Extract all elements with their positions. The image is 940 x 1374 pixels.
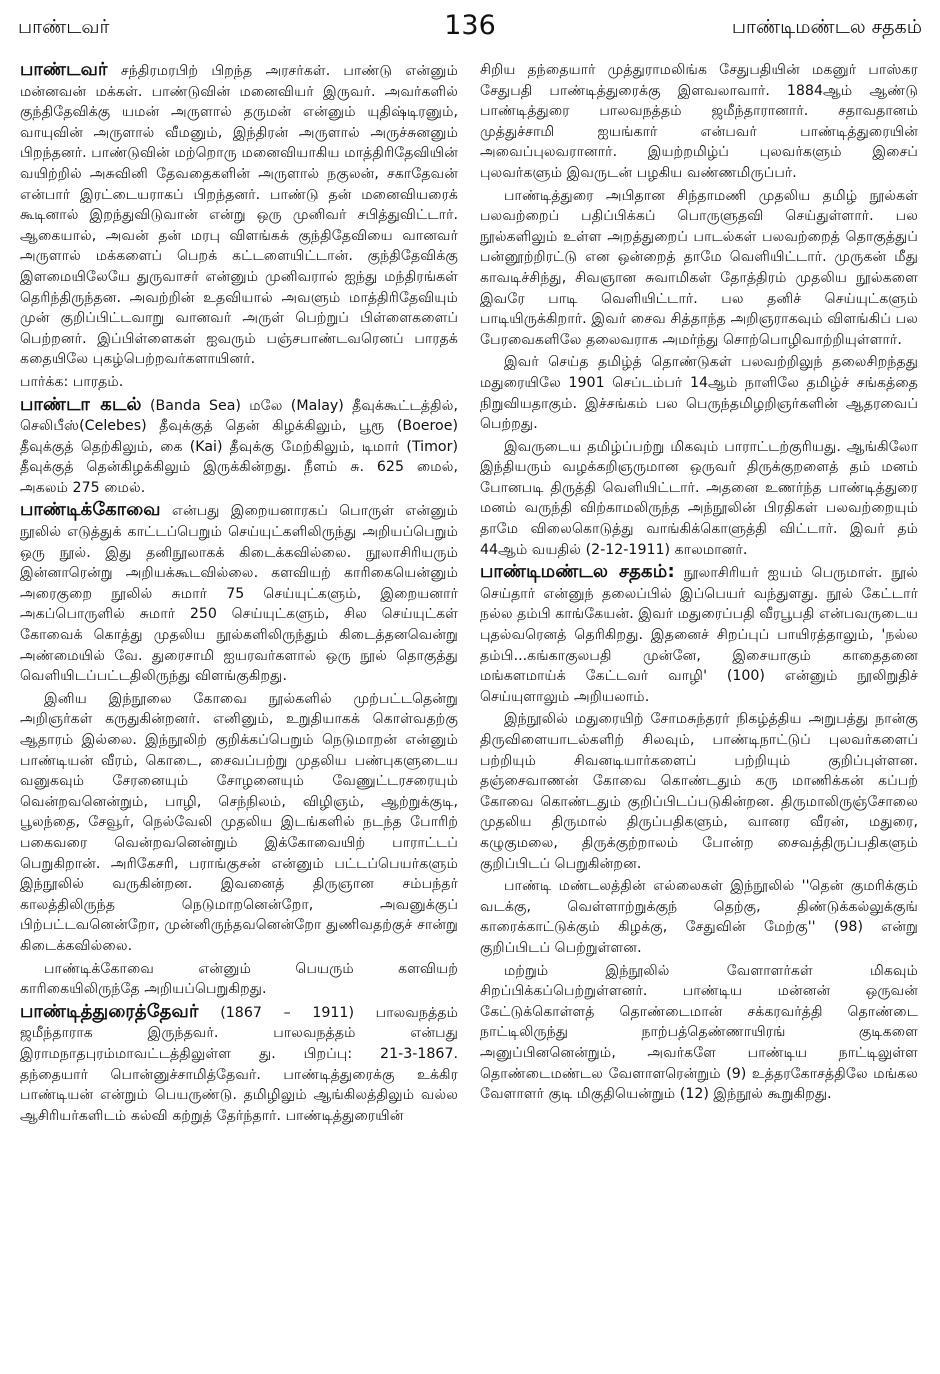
body-paragraph xyxy=(480,961,918,1105)
body-paragraph xyxy=(480,186,918,351)
page-number: 136 xyxy=(444,10,496,41)
body-paragraph xyxy=(480,352,918,434)
body-paragraph xyxy=(20,959,458,1000)
body-paragraph xyxy=(480,876,918,958)
entry-paragraph xyxy=(20,1002,458,1127)
paragraph-text: சிறிய தந்தையார் முத்துராமலிங்க சேதுபதியின் மகனுர் பாஸ்கர சேதுபதி பாண்டித்துரைக்கு இளவலாவார். 1884ஆம் ஆண்டு பாண்டித்துரை பாலவநத்தம் ஜமீந்தாரானார். சதாவதானம் முத்துச்சாமி ஐயங்கார் என்பவர் பாண்டித்துரையின் அவைப்புலவரானார். இயற்றமிழ்ப் புலவர்களும் இசைப் புலவர்களும் இவருடன் பழகிய வண்ணமிருப்பர். xyxy=(480,62,918,181)
entry-headword: பாண்டவர் xyxy=(20,59,108,80)
paragraph-text: பாண்டி மண்டலத்தின் எல்லைகள் இந்நூலில் ''தென் குமரிக்கும் வடக்கு, வெள்ளாற்றுக்குந் தெற்கு, திண்டுக்கல்லுக்குங் காரைக்காட்டுக்கும் கிழக்கு, சேதுவின் மேற்கு'' (98) என்று குறிப்பிடப் பெற்றுள்ளன. xyxy=(480,878,918,956)
paragraph-text: இந்நூலில் மதுரையிற் சோமசுந்தரர் நிகழ்த்திய அறுபத்து நான்கு திருவிளையாடல்களிற் சிலவும், பாண்டிநாட்டுப் புலவர்களைப் பற்றியும் சிவனடியார்களைப் பற்றியும் குறிப்புள்ளன. தஞ்சைவாணன் கோவை கொண்டதும் கரு மாணிக்கன் கப்பற் கோவை கொண்டதும் குறிப்பிடப்படுகின்றன. திருமாலிருஞ்சோலை முதலிய திருமால் திருப்பதிகளும், வானர வீரன், மதுரை, கழுகுமலை, திருக்குற்றாலம் போன்ற சைவத்திருப்பதிகளும் குறிப்பிடப் பெறுகின்றன. xyxy=(480,711,918,872)
header-right-title: பாண்டிமண்டல சதகம் xyxy=(731,16,922,38)
body-paragraph xyxy=(480,437,918,561)
paragraph-text: என்பது இறையனாரகப் பொருள் என்னும் நூலில் எடுத்துக் காட்டப்பெறும் செய்யுட்களிலிருந்து அறியப்பெறும் ஒரு நூல். இது தனிநூலாகக் கிடைக்கவில்லை. நூலாசிரியரும் இன்னாரென்று அறியக்கூடவில்லை. களவியற் காரிகையென்னும் அரைகுறை நூலில் சுமார் 75 செய்யுட்களும், இறையனார் அகப்பொருளில் சுமார் 250 செய்யுட்களும், சில செய்யுட்கள் கோவைக் கொத்து முதலிய நூல்களிலிருந்தும் கிடைத்தனவென்று அண்மையில் வே. துரைசாமி ஐயரவர்களால் ஒரு நூல் தொகுத்து வெளியிடப்பட்டதிலிருந்து விளங்குகிறது. xyxy=(20,503,458,685)
paragraph-text: சந்திரமரபிற் பிறந்த அரசர்கள். பாண்டு என்னும் மன்னவன் மக்கள். பாண்டுவின் மனைவியர் இருவர். அவர்களில் குந்திதேவிக்கு யமன் அருளால் தருமன் என்னும் யுதிஷ்டிரனும், வாயுவின் அருளால் வீமனும், இந்திரன் அருளால் அருச்சுனனும் பிறந்தனர். பாண்டுவின் மற்றொரு மனைவியாகிய மாத்திரிதேவியின் வயிற்றில் அசுவினி தேவதைகளின் அருளால் நகுலன், சகாதேவன் என்பார் இரட்டையராகப் பிறந்தனர். பாண்டு தன் மனைவியரைக் கூடினால் இறந்துவிடுவான் என்று ஒரு முனிவர் சபித்துவிட்டார். ஆகையால், அவன் தன் மரபு விளங்கக் குந்திதேவியை வானவர் அருளால் மக்களைப் பெறக் கட்டளையிட்டான். குந்திதேவிக்கு இளமையிலேயே துருவாசர் என்னும் முனிவரால் ஐந்து மந்திரங்கள் தெரிந்திருந்தன. அவற்றின் உதவியால் அவளும் மாத்திரிதேவியும் முன் குறிப்பிட்டவாறு வானவர் அருள் பெற்றுப் பிள்ளைகளைப் பெற்றனர். இப்பிள்ளைகள் ஐவரும் பஞ்சபாண்டவரெனப் பாரதக் கதையிலே புகழ்பெற்றவர்களாயினர். xyxy=(20,63,458,368)
paragraph-text: பாண்டிக்கோவை என்னும் பெயரும் களவியற் காரிகையிலிருந்தே அறியப்பெறுகிறது. xyxy=(20,960,458,998)
paragraph-text: நூலாசிரியர் ஐயம் பெருமாள். நூல் செய்தார் என்னுந் தலைப்பில் இப்பெயர் வந்துளது. நூல் கேட்டார் நல்ல தம்பி காங்கேயன். இவர் மதுரைப்பதி வீரபூபதி என்பவருடைய புதல்வரெனத் தெரிகிறது. இதனைச் சிறப்புப் பாயிரத்தாலும், 'நல்ல தம்பி...கங்காகுலபதி முன்னே, இசையாகும் காதைதனை மங்களமாய்க் கேட்டவர் வாழி' (100) என்னும் நூலிறுதிச் செய்யுளாலும் அறியலாம். xyxy=(480,565,918,705)
entry-headword: பாண்டிமண்டல சதகம்: xyxy=(480,561,675,583)
paragraph-text: பாண்டித்துரை அபிதான சிந்தாமணி முதலிய தமிழ் நூல்கள் பலவற்றைப் பதிப்பிக்கப் பொருளுதவி செய்துள்ளார். பல நூல்களிலும் உள்ள அறத்துறைப் பாடல்கள் பலவற்றைத் தொகுத்துப் பன்னூற்றிரட்டு என ஒன்றைத் தாமே வெளியிட்டார். முருகன் மீது காவடிச்சிந்து, சிவஞான சுவாமிகள் தோத்திரம் முதலிய நூல்களை இவரே பாடி வெளியிட்டார். பல தனிச் செய்யுட்களும் பாடியிருக்கிறார். இவர் சைவ சித்தாந்த அறிஞராகவும் விளங்கிப் பல பேரவைகளிலே தலைவராக அமர்ந்து சொற்பொழிவாற்றியுள்ளார். xyxy=(480,187,918,348)
paragraph-text: பார்க்க: பாரதம். xyxy=(20,373,124,390)
body-paragraph xyxy=(480,709,918,874)
entry-headword: பாண்டித்துரைத்தேவர் xyxy=(20,1000,199,1022)
left-column xyxy=(20,60,458,1128)
body-paragraph xyxy=(20,689,458,957)
page-header xyxy=(18,10,922,44)
paragraph-text: மற்றும் இந்நூலில் வேளாளர்கள் மிகவும் சிறப்பிக்கப்பெற்றுள்ளனர். பாண்டிய மன்னன் ஒருவன் கேட்டுக்கொள்ளத் தொண்டைமான் சக்கரவர்த்தி தொண்டை நாட்டிலிருந்து நாற்பத்தெண்ணாயிரங் குடிகளை அனுப்பினனென்றும், அவர்களே பாண்டிய நாட்டிலுள்ள தொண்டைமண்டல வேளாளரென்றும் (9) உத்தரகோசத்திலே மங்கல வேளாளர் குடி மிகுதியென்றும் (12) இந்நூல் கூறுகிறது. xyxy=(480,962,918,1103)
entry-paragraph xyxy=(20,395,458,499)
entry-headword: பாண்டிக்கோவை xyxy=(20,499,161,521)
paragraph-text: இவர் செய்த தமிழ்த் தொண்டுகள் பலவற்றிலுந் தலைசிறந்தது மதுரையிலே 1901 செப்டம்பர் 14ஆம் நாளிலே தமிழ்ச் சங்கத்தை நிறுவியதாகும். இச்சங்கம் பல பெருந்தமிழறிஞர்களின் ஆதரவைப் பெற்றது. xyxy=(480,354,918,433)
paragraph-text: (1867 – 1911) பாலவநத்தம் ஜமீந்தாராக இருந்தவர். பாலவநத்தம் என்பது இராமநாதபுரம்மாவட்டத்திலுள்ள து. பிறப்பு: 21-3-1867. தந்தையார் பொன்னுச்சாமித்தேவர். பாண்டித்துரைக்கு உக்கிர பாண்டியன் என்றும் பெயருண்டு. தமிழிலும் ஆங்கிலத்திலும் வல்ல ஆசிரியர்களிடம் கல்வி கற்றுத் தேர்ந்தார். பாண்டித்துரையின் xyxy=(20,1004,458,1124)
body-paragraph xyxy=(20,372,458,393)
paragraph-text: இனிய இந்நூலை கோவை நூல்களில் முற்பட்டதென்று அறிஞர்கள் கருதுகின்றனர். எனினும், உறுதியாகக் கொள்வதற்கு ஆதாரம் இல்லை. இந்நூலிற் குறிக்கப்பெறும் நெடுமாறன் என்னும் பாண்டியன் வீரம், கொடை, சைவப்பற்று முதலிய பண்புகளுடைய வனுகவும் சேரனையும் சோழனையும் வேணுட்டரசரையும் வென்றவனென்றும், பாழி, செந்நிலம், விழிஞம், ஆற்றுக்குடி, பூலந்தை, சேவூர், நெல்வேலி முதலிய இடங்களில் நடந்த போரிற் பகைவரை வென்றவனென்றும் இக்கோவையிற் பாராட்டப் பெறுகிறான். அரிகேசரி, பராங்குசன் என்னும் பட்டப்பெயர்களும் இந்நூலில் வருகின்றன. இவனைத் திருஞான சம்பந்தர் காலத்திலிருந்த நெடுமாறனென்றோ, அவனுக்குப் பிற்பட்டவனென்றோ, முன்னிருந்தவனென்றோ துணிவதற்குச் சான்று கிடைக்கவில்லை. xyxy=(20,690,458,954)
entry-paragraph xyxy=(20,500,458,686)
right-column xyxy=(480,60,918,1107)
paragraph-text: இவருடைய தமிழ்ப்பற்று மிகவும் பாராட்டற்குரியது. ஆங்கிலோ இந்தியரும் வழக்கறிஞருமான ஒருவர் திருக்குறளைத் தம் மனம் போனபடி திருத்தி வெளியிட்டார். அதனை உணர்ந்த பாண்டித்துரை மனம் வருந்தி விற்காமலிருந்த அந்நூலின் பிரதிகள் பலவற்றையும் தாமே விலைகொடுத்து வாங்கிக்கொளுத்தி விட்டார். இவர் தம் 44ஆம் வயதில் (2-12-1911) காலமானர். xyxy=(480,438,918,558)
entry-headword: பாண்டா கடல் xyxy=(20,393,142,415)
entry-paragraph xyxy=(480,562,918,707)
paragraph-text: (Banda Sea) மலே (Malay) தீவுக்கூட்டத்தில், செலிபீஸ்(Celebes) தீவுக்குத் தென் கிழக்கிலும், பூரூ (Boeroe) தீவுக்குத் தெற்கிலும், கை (Kai) தீவுக்கு மேற்கிலும், டிமார் (Timor) தீவுக்குத் தென்கிழக்கிலும் இருக்கின்றது. நீளம் சு. 625 மைல், அகலம் 275 மைல். xyxy=(20,397,458,496)
body-paragraph xyxy=(480,60,918,184)
entry-paragraph xyxy=(20,60,458,370)
header-left-title: பாண்டவர் xyxy=(18,16,110,38)
